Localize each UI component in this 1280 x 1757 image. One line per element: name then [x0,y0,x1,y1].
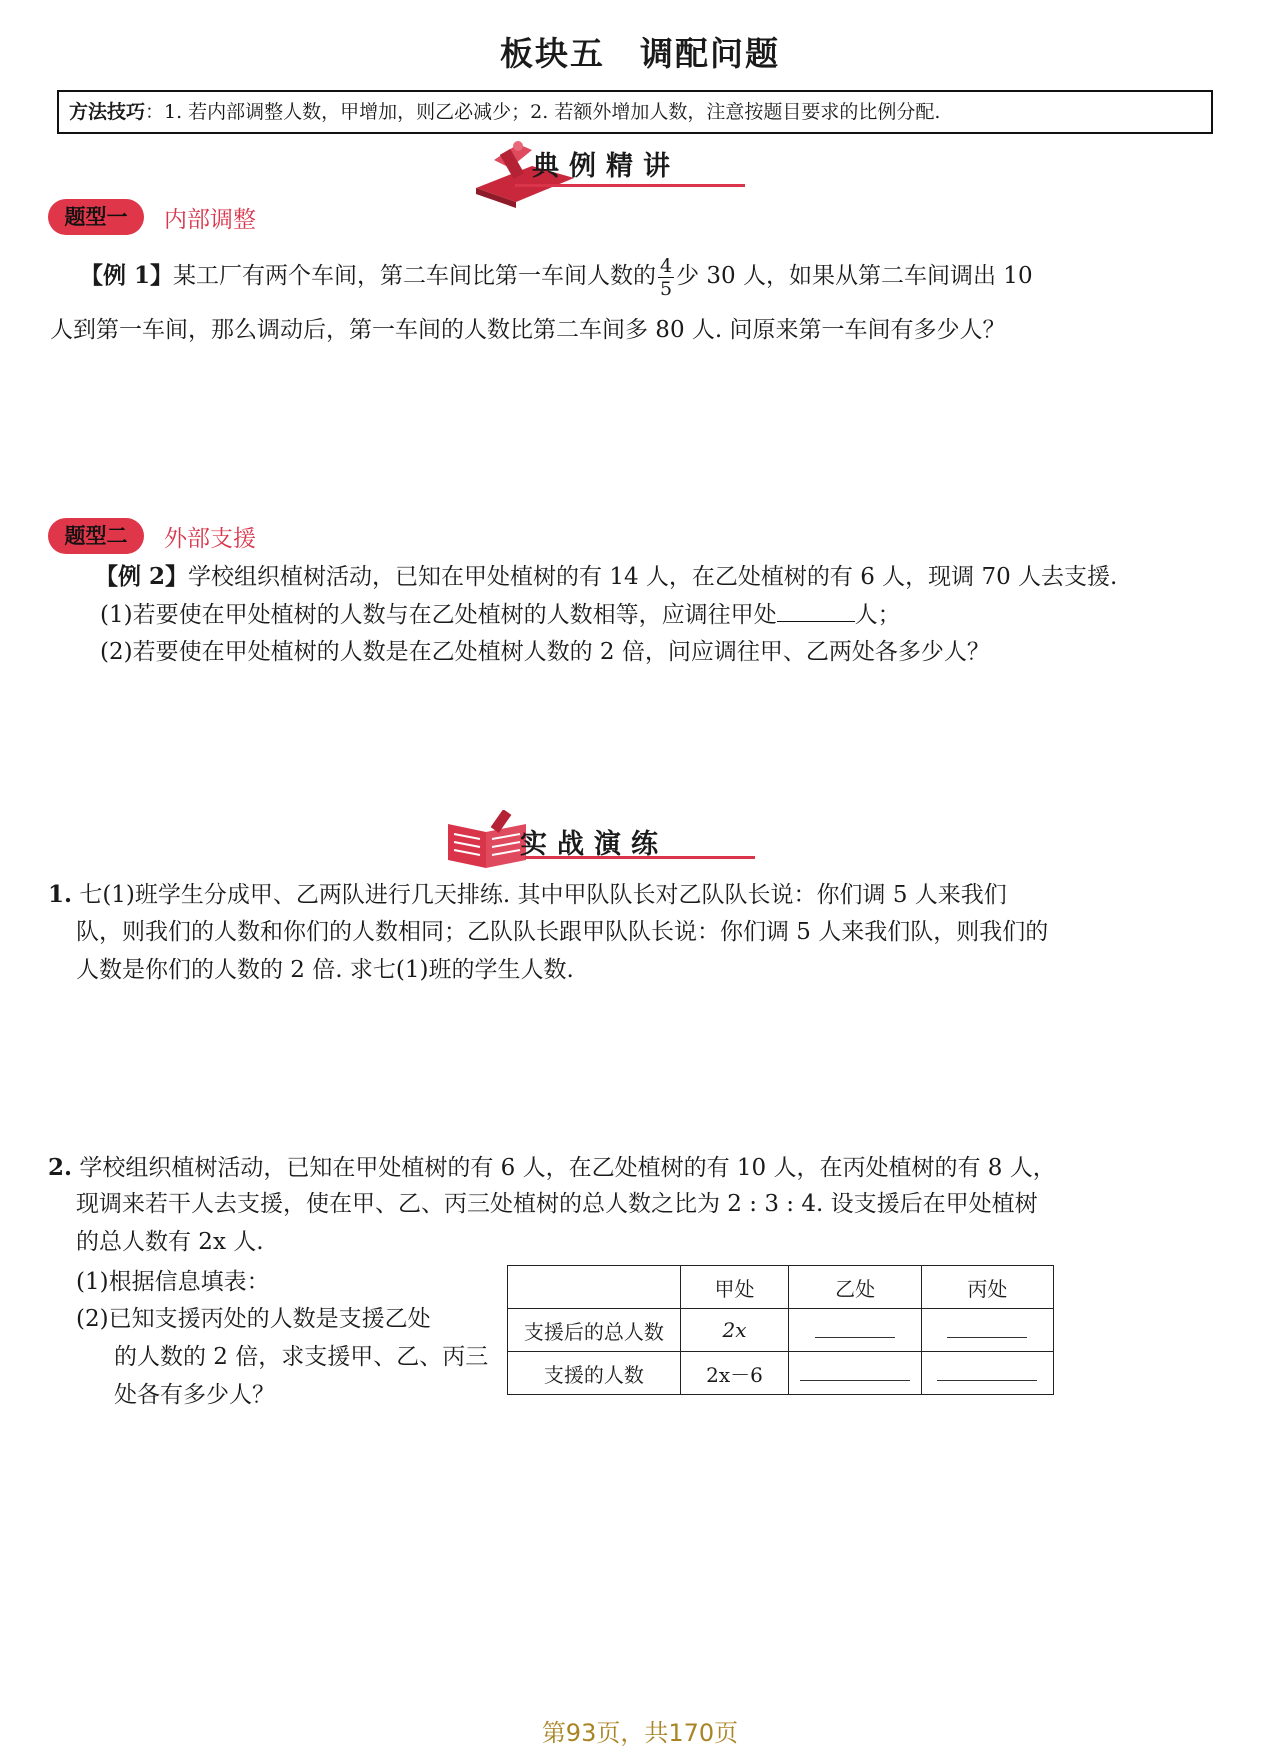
table-row [508,1352,1054,1395]
answer-line[interactable] [815,1317,895,1338]
fill-table [507,1265,1054,1395]
question-1-number: 1. [48,881,73,908]
example-1-text-b: 少 30 人，如果从第二车间调出 10 [676,263,1033,289]
banner-underline [515,184,745,187]
answer-line[interactable] [947,1317,1027,1338]
table-row-label: 支援后的总人数 [508,1309,681,1352]
type-label-2: 外部支援 [164,526,256,552]
question-2-sub2c: 处各有多少人？ [114,1382,275,1408]
table-cell-blank[interactable] [789,1352,921,1395]
page-indicator: 第93页，共170页 [541,1719,739,1747]
question-2-number: 2. [48,1154,73,1181]
table-row [508,1309,1054,1352]
section-banner-examples [480,150,780,210]
example-2-line1 [95,556,1117,598]
section-banner-practice [480,820,780,880]
method-box [57,90,1213,134]
example-2-line2 [100,595,901,636]
example-1-line1 [80,246,1240,306]
example-2-tag: 【例 2】 [95,563,189,590]
question-2-line1 [48,1147,1056,1189]
table-header-cell: 甲处 [680,1266,789,1309]
type-label-1: 内部调整 [164,207,256,233]
banner-title-practice: 实战演练 [520,829,668,860]
fraction-denominator: 5 [660,277,673,300]
example-1-line2: 人到第一车间，那么调动后，第一车间的人数比第二车间多 80 人. 问原来第一车间有多少人？ [50,317,1006,343]
question-2-text1: 学校组织植树活动，已知在甲处植树的有 6 人，在乙处植树的有 10 人，在丙处植树的有 8 人， [79,1155,1056,1181]
example-2-sub1: (1)若要使在甲处植树的人数与在乙处植树的人数相等，应调往甲处 [100,602,777,628]
type-pill-2: 题型二 [48,518,144,554]
fraction-numerator: 4 [660,254,673,277]
question-1-line2: 队，则我们的人数和你们的人数相同；乙队队长跟甲队队长说：你们调 5 人来我们队，则我们的 [76,919,1049,945]
table-row-label: 支援的人数 [508,1352,681,1395]
answer-line[interactable] [937,1360,1037,1381]
question-1-text1: 七(1)班学生分成甲、乙两队进行几天排练. 其中甲队队长对乙队队长说：你们调 5 人来我们 [79,882,1007,908]
example-2-sub1-end: 人； [854,602,901,628]
table-header-row [508,1266,1054,1309]
answer-blank[interactable] [777,597,855,622]
method-text: ：1. 若内部调整人数，甲增加，则乙必减少；2. 若额外增加人数，注意按题目要求的比例分配. [145,101,941,123]
table-cell: 2x－6 [680,1352,789,1395]
table-header-cell [508,1266,681,1309]
method-label: 方法技巧 [69,101,146,123]
question-1-line3: 人数是你们的人数的 2 倍. 求七(1)班的学生人数. [76,957,574,983]
banner-title-examples: 典例精讲 [532,151,680,182]
table-header-cell: 乙处 [789,1266,921,1309]
fraction-4-5 [658,255,674,300]
example-2-line3: (2)若要使在甲处植树的人数是在乙处植树人数的 2 倍，问应调往甲、乙两处各多少人？ [100,639,990,665]
question-2-line2: 现调来若干人去支援，使在甲、乙、丙三处植树的总人数之比为 2 : 3 : 4. 设支援后在甲处植树 [76,1191,1038,1217]
table-header-cell: 丙处 [921,1266,1053,1309]
table-cell: 2x [680,1309,789,1352]
question-2-sub1: (1)根据信息填表： [76,1269,270,1295]
example-1-text-a: 某工厂有两个车间，第二车间比第一车间人数的 [173,263,657,289]
table-cell-blank[interactable] [921,1352,1053,1395]
page-title: 板块五 调配问题 [500,34,780,73]
table-cell-blank[interactable] [789,1309,921,1352]
answer-line[interactable] [800,1360,910,1381]
table-cell-blank[interactable] [921,1309,1053,1352]
question-2-line3: 的总人数有 2x 人. [76,1229,264,1255]
example-1-tag: 【例 1】 [80,262,174,289]
example-2-text: 学校组织植树活动，已知在甲处植树的有 14 人，在乙处植树的有 6 人，现调 70 人去支援. [188,564,1118,590]
question-1-line1 [48,874,1007,916]
question-2-sub2b: 的人数的 2 倍，求支援甲、乙、丙三 [114,1344,489,1370]
question-2-sub2a: (2)已知支援丙处的人数是支援乙处 [76,1306,431,1332]
type-pill-1: 题型一 [48,199,144,235]
